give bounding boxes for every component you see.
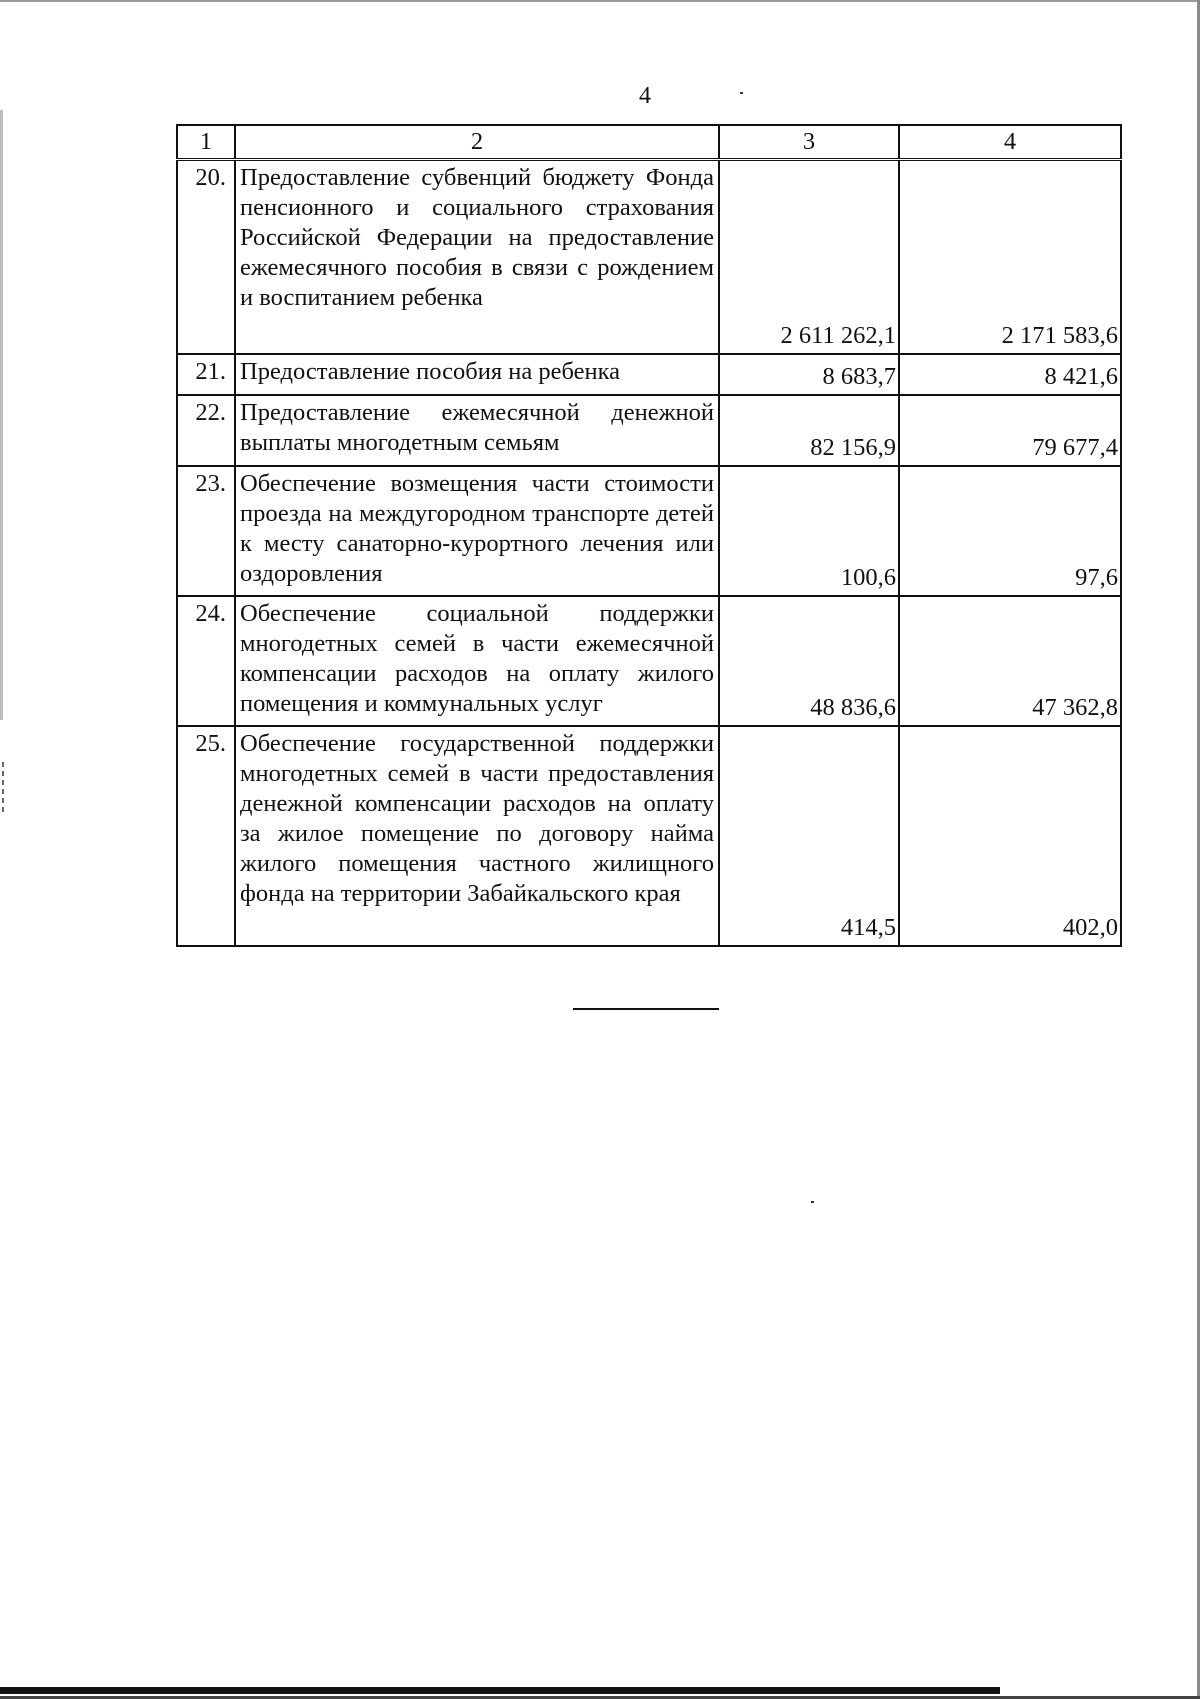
row-value-col4: 402,0 xyxy=(899,726,1121,946)
header-cell-1: 1 xyxy=(177,125,235,160)
table-row xyxy=(177,726,1121,946)
row-value-col3: 8 683,7 xyxy=(719,354,899,395)
row-number: 25. xyxy=(177,726,235,946)
row-number: 23. xyxy=(177,466,235,596)
table-row xyxy=(177,160,1121,354)
row-value-col3: 2 611 262,1 xyxy=(719,160,899,354)
scan-top-edge xyxy=(0,0,1200,2)
scan-left-edge xyxy=(0,110,3,720)
end-of-document-rule xyxy=(573,1008,719,1010)
row-description: Обеспечение возмещения части стоимости проезда на междугородном транспорте детей к месту санаторно-курортного лечения или оздоровления xyxy=(235,466,719,596)
header-cell-4: 4 xyxy=(899,125,1121,160)
table-header-row xyxy=(177,125,1121,160)
row-number: 21. xyxy=(177,354,235,395)
row-number: 20. xyxy=(177,160,235,354)
budget-table xyxy=(176,124,1122,947)
row-value-col3: 82 156,9 xyxy=(719,395,899,466)
scan-speck xyxy=(740,92,743,94)
row-value-col4: 97,6 xyxy=(899,466,1121,596)
table-row xyxy=(177,395,1121,466)
scan-bottom-edge xyxy=(0,1687,1000,1694)
row-description: Обеспечение социальной поддержки многодетных семей в части ежемесячной компенсации расходов на оплату жилого помещения и коммунальных услуг xyxy=(235,596,719,726)
row-value-col4: 2 171 583,6 xyxy=(899,160,1121,354)
row-value-col3: 48 836,6 xyxy=(719,596,899,726)
header-cell-3: 3 xyxy=(719,125,899,160)
row-value-col3: 100,6 xyxy=(719,466,899,596)
row-description: Обеспечение государственной поддержки многодетных семей в части предоставления денежной компенсации расходов на оплату за жилое помещение по договору найма жилого помещения частного жилищного фонда на территории Забайкальского края xyxy=(235,726,719,946)
row-description: Предоставление ежемесячной денежной выплаты многодетным семьям xyxy=(235,395,719,466)
row-number: 22. xyxy=(177,395,235,466)
table-row xyxy=(177,596,1121,726)
row-value-col4: 8 421,6 xyxy=(899,354,1121,395)
row-value-col4: 47 362,8 xyxy=(899,596,1121,726)
header-cell-2: 2 xyxy=(235,125,719,160)
row-value-col4: 79 677,4 xyxy=(899,395,1121,466)
page-number: 4 xyxy=(639,83,651,109)
scan-left-marks xyxy=(2,762,4,812)
row-number: 24. xyxy=(177,596,235,726)
row-description: Предоставление субвенций бюджету Фонда пенсионного и социального страхования Российской Федерации на предоставление ежемесячного пособия в связи с рождением и воспитанием ребенка xyxy=(235,160,719,354)
table-row xyxy=(177,354,1121,395)
row-value-col3: 414,5 xyxy=(719,726,899,946)
scan-speck xyxy=(811,1201,814,1203)
row-description: Предоставление пособия на ребенка xyxy=(235,354,719,395)
table-row xyxy=(177,466,1121,596)
